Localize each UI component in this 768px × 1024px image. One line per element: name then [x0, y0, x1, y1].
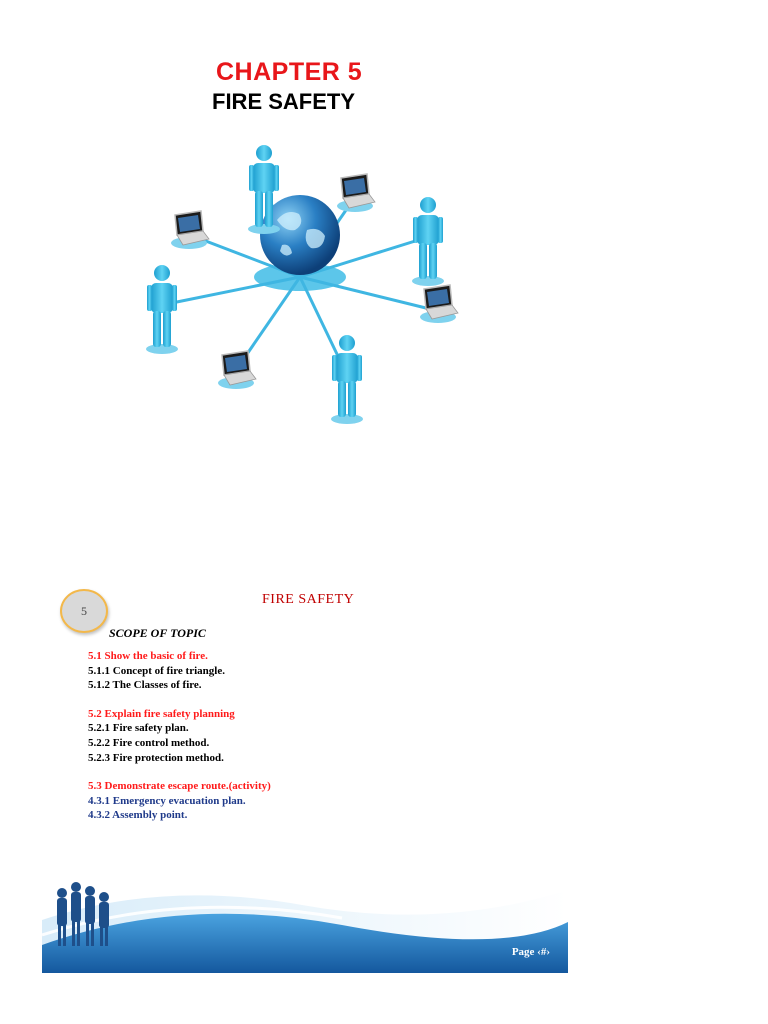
topic-item: 5.2.1 Fire safety plan. — [88, 722, 189, 735]
topic-item: 5.2 Explain fire safety planning — [88, 707, 235, 720]
topic-list — [88, 649, 271, 823]
topic-item: 5.2.3 Fire protection method. — [88, 751, 224, 764]
topic-item: 4.3.1 Emergency evacuation plan. — [88, 794, 246, 807]
topic-item: 5.1.1 Concept of fire triangle. — [88, 664, 225, 677]
page-number-label: Page ‹#› — [511, 946, 550, 958]
topic-item: 4.3.2 Assembly point. — [88, 809, 188, 822]
topic-item: 5.2.2 Fire control method. — [88, 736, 210, 749]
footer-banner — [42, 850, 568, 973]
scope-heading: SCOPE OF TOPIC — [109, 626, 206, 640]
topic-item: 5.3 Demonstrate escape route.(activity) — [88, 780, 271, 793]
topic-item: 5.1 Show the basic of fire. — [88, 650, 208, 662]
people-silhouette-icon — [52, 879, 116, 953]
slide-panel — [42, 585, 568, 973]
topic-item: 5.1.2 The Classes of fire. — [88, 679, 202, 692]
globe-network-icon — [92, 135, 512, 435]
chapter-title: CHAPTER 5 — [216, 58, 363, 86]
slide-title: FIRE SAFETY — [262, 592, 355, 607]
chapter-subtitle: FIRE SAFETY — [212, 89, 356, 114]
slide-number-badge: 5 — [60, 589, 108, 633]
